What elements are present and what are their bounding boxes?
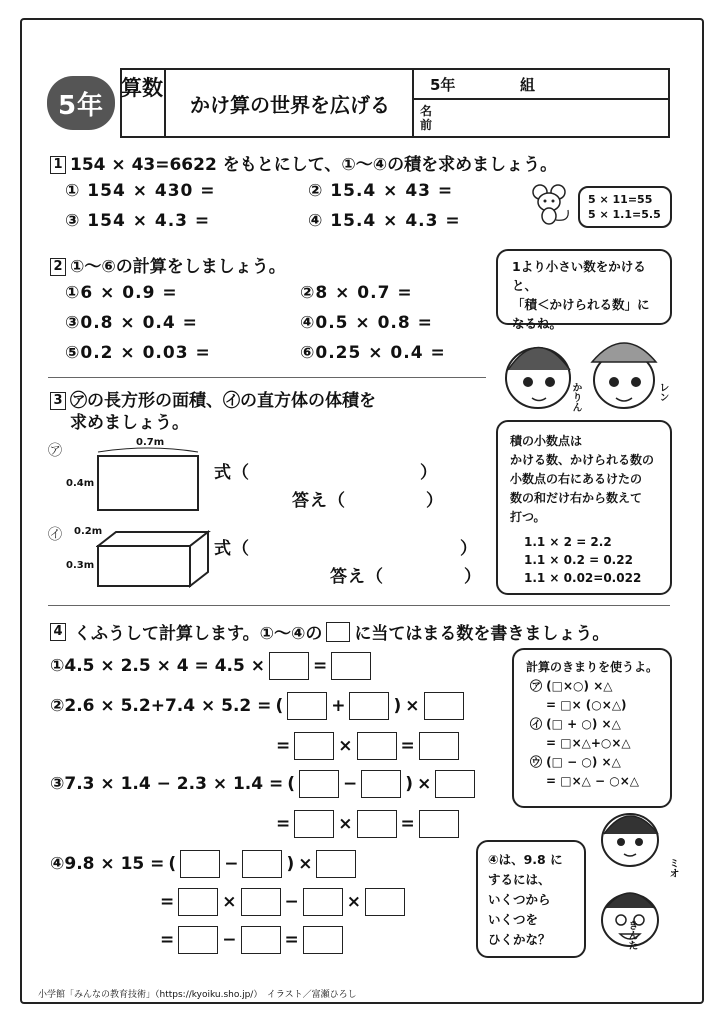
q1-item-2: ② 15.4 × 43 = [308,181,454,201]
q2-item-2: ②8 × 0.7 = [300,283,413,303]
q1-number: 1 [50,156,66,174]
q4-eq2: ②2.6 × 5.2+7.4 × 5.2 = ( + ) × [50,692,464,720]
q2-item-4: ④0.5 × 0.8 = [300,313,433,333]
q2-item-6: ⑥0.25 × 0.4 = [300,343,446,363]
name-label: 名 前 [420,104,433,132]
class-label: 5年 [430,76,456,94]
answer-box[interactable] [361,770,401,798]
mark-a: ㋐ [48,443,62,459]
answer-box[interactable] [357,810,397,838]
hint-bubble-q4: ④は、9.8 に するには、 いくつから いくつを ひくかな？ [476,840,586,958]
q4-heading: 4 くふうして計算します。①〜④の に当てはまる数を書きましょう。 [50,619,609,644]
q3a-kotae: 答え（ ） [292,491,444,511]
answer-box[interactable] [419,732,459,760]
karin-ren-illustration [498,330,678,415]
mio-label: ミオ [667,858,678,878]
box-depth-label: 0.2m [74,526,103,537]
answer-box[interactable] [287,692,327,720]
footer-credit: 小学館「みんなの教育技術」（https://kyoiku.sho.jp/） イラスト／富瀬ひろし [38,990,357,1000]
answer-box[interactable] [241,888,281,916]
q4-eq4: ④9.8 × 15 = ( − ) × [50,850,356,878]
rules-bubble: 計算のきまりを使うよ。 ㋐ (□×○) ×△ = □× (○×△) ㋑ (□ + ○) ×△ = □×△+○×△ ㋒ (□ − ○) ×△ = □×△ − ○×△ [512,648,672,808]
kumi-label: 組 [520,76,536,94]
q1-item-3: ③ 154 × 4.3 = [65,211,211,231]
cuboid-figure [96,528,212,588]
q4-eq2b: = × = [276,732,459,760]
q4-number: 4 [50,623,66,641]
answer-box[interactable] [303,926,343,954]
answer-box[interactable] [331,652,371,680]
divider-q3-q4 [48,605,670,606]
q1-hint-bubble: 5 × 11=55 5 × 1.1=5.5 [578,186,672,228]
q1-heading: 1 154 × 43=6622 をもとにして、①〜④の積を求めましょう。 [50,150,557,175]
answer-box[interactable] [294,810,334,838]
karin-label: かりん [570,382,581,412]
q4-eq4c: = − = [160,926,343,954]
q2-item-5: ⑤0.2 × 0.03 = [65,343,211,363]
answer-box[interactable] [180,850,220,878]
q2-number: 2 [50,258,66,276]
mark-b: ㋑ [48,527,62,543]
answer-box[interactable] [419,810,459,838]
q3-number: 3 [50,392,66,410]
answer-box[interactable] [424,692,464,720]
answer-box[interactable] [299,770,339,798]
rect-width-label: 0.7m [136,437,165,448]
mouse-illustration [528,182,576,226]
q3-tip-bubble: 積の小数点は かける数、かけられる数の 小数点の右にあるけたの 数の和だけ右から数えて 打つ。 1.1 × 2 = 2.2 1.1 × 0.2 = 0.22 1.1 × 0.02=0.022 [496,420,672,595]
answer-box[interactable] [435,770,475,798]
answer-box[interactable] [178,926,218,954]
q1-item-4: ④ 15.4 × 4.3 = [308,211,461,231]
answer-box[interactable] [357,732,397,760]
q2-tip-bubble: 1より小さい数をかけると、 「積＜かけられる数」に なるね。 [496,249,672,325]
q3-heading: 3 ㋐の長方形の面積、㋑の直方体の体積を 求めましょう。 [50,390,376,434]
header-divider [414,98,670,100]
q2-heading: 2 ①〜⑥の計算をしましょう。 [50,252,286,277]
worksheet-title: かけ算の世界を広げる [168,68,414,138]
q2-item-3: ③0.8 × 0.4 = [65,313,198,333]
answer-box[interactable] [303,888,343,916]
answer-box[interactable] [365,888,405,916]
divider-q2-q3 [48,377,486,378]
box-height-label: 0.3m [66,560,95,571]
q4-eq1: ①4.5 × 2.5 × 4 = 4.5 × = [50,652,371,680]
answer-box[interactable] [241,926,281,954]
q4-eq4b: = × − × [160,888,405,916]
q4-eq3: ③7.3 × 1.4 − 2.3 × 1.4 = ( − ) × [50,770,475,798]
answer-box[interactable] [178,888,218,916]
answer-box[interactable] [294,732,334,760]
answer-box[interactable] [242,850,282,878]
rectangle-figure [96,446,202,514]
q4-eq3b: = × = [276,810,459,838]
q2-item-1: ①6 × 0.9 = [65,283,178,303]
answer-box[interactable] [349,692,389,720]
q3b-shiki: 式（ ） [214,539,478,559]
blank-box-sample [326,622,350,642]
q1-item-1: ① 154 × 430 = [65,181,216,201]
subject-label: 算数 [120,68,166,138]
q3a-shiki: 式（ ） [214,463,438,483]
grade-badge: 5年 [47,76,115,130]
ren-label: レン [657,382,668,402]
q3b-kotae: 答え（ ） [330,567,482,587]
kinta-label: きんた [626,920,637,950]
rect-height-label: 0.4m [66,478,95,489]
answer-box[interactable] [269,652,309,680]
answer-box[interactable] [316,850,356,878]
